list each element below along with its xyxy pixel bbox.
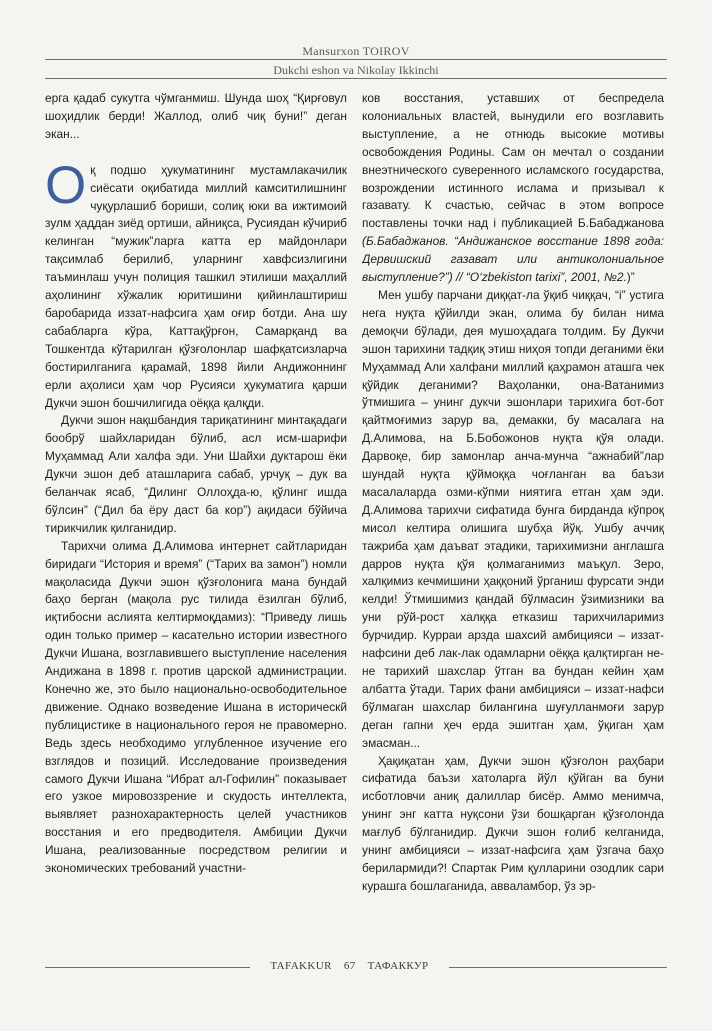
paragraph: ерга қадаб сукутга чўмганмиш. Шунда шоҳ “Қирғовул шоҳидлик берди! Жаллод, олиб чиқ буни!” деган экан... bbox=[45, 91, 347, 141]
quote-close: )” bbox=[626, 270, 635, 285]
footer-label bbox=[257, 960, 442, 972]
paragraph: Дукчи эшон нақшбандия тариқатининг минтақадаги бообрў шайхларидан бўлиб, асл исм-шарифи Муҳаммад Али халфа эди. Уни Шайхи дуктарош ёки Дукчи эшон деб аташларига сабаб, урчуқ – дук ва беланчак ясаб, “Дилинг Оллоҳда-ю, қўлинг ишда бўлсин” (“Дил ба ёру даст ба кор”) ақидаси бўйича тирикчилик қилганидир. bbox=[45, 413, 347, 535]
header-article-title: Dukchi eshon va Nikolay Ikkinchi bbox=[273, 63, 439, 77]
paragraph-text: ков восстания, уставших от беспредела колониальных властей, вынудили его возглавить выступление, а не отнюдь высокие мотивы освобождения Родины. Сам он мечтал о создании внеэтнического суверенного исламского государства, возрождении истинного ислама и призывал к газавату. К счастью, сейчас в этом вопросе поставлены точки над і публикацией Б.Бабаджанова bbox=[362, 91, 664, 231]
drop-cap: О bbox=[45, 155, 87, 215]
footer-rule-right bbox=[449, 967, 667, 968]
paragraph-gap bbox=[45, 144, 347, 162]
paragraph: Тарихчи олима Д.Алимова интернет сайтларидан биридаги “История и время” (“Тарих ва замон”) номли мақоласида Дукчи эшон қўзғолонига мана бундай баҳо берган (мақола рус тилида ёзилган бўлиб, иқтибосни аслията келтирмоқдамиз): “Приведу лишь один только пример – касательно истории известного Дукчи Ишана, возглавившего выступление населения Андижана в 1898 г. против царской администрации. Конечно же, это было национально-освободительное движение. Однако возведение Ишана в историческй публицистике в национального героя не правомерно. Ведь здесь необходимо углубленное изучение его взглядов и позиций. Исследование произведения самого Дукчи Ишана “Ибрат ал-Гофилин” показывает его узкое мировоззрение и скудость интеллекта, выявляет разнохарактерность целей участников восстания и его предводителя. Амбиции Дукчи Ишана, реализованные посредством религии и экономических требований участни- bbox=[45, 538, 347, 876]
footer-rule-left bbox=[45, 967, 250, 968]
header-rule-bottom bbox=[45, 78, 667, 79]
header-rule-top bbox=[45, 59, 667, 60]
page-footer bbox=[45, 960, 667, 974]
paragraph-text: қ подшо ҳукуматининг мустамлакачилик сиёсати оқибатида миллий камситилишнинг чуқурлашиб бориши, солиқ юки ва ижтимоий зулм ҳаддан зиёд ортиши, айниқса, Русиядан кўчириб келинган “мужик”ларга катта ер майдонлари тақсимлаб берилиб, уларнинг хавфсизлигини таъминлаш учун полиция ташкил этилиши маҳаллий аҳолининг хўжалик юритишини қийинлаштириш баробарида иззат-нафсига ҳам оғир ботди. Ана шу сабабларга кўра, Каттақўрғон, Самарқанд ва Тошкентда кўтарилган қўзғолонлар шафқатсизларча бостирилганига қарамай, 1898 йили Андижоннинг ерли аҳолиси ҳам чор Русияси ҳукуматига қарши Дукчи эшон бошчилигида оёққа қалқди. bbox=[45, 162, 347, 410]
paragraph-with-dropcap bbox=[45, 155, 347, 413]
paragraph: Мен ушбу парчани диққат-ла ўқиб чиққач, “і” устига нега нуқта қўйилди экан, олима бу билан нима демоқчи бўлади, дея мушоҳадага толдим. Бу Дукчи эшон тарихини тадқиқ этиш ниҳоя топди деганими ёки Муҳаммад Али халфани миллий қаҳрамон аташга чек қўйдик деганими? Ваҳоланки, она-Ватанимиз ўтмишига – унинг дукчи эшонлари тарихига бот-бот қайтмоғимиз зарур ва, демакки, бу масалага на Д.Алимова, на Б.Бобожонов нуқта қўя олади. Дарвоқе, бир замонлар анча-мунча “ажнабий”лар шундай нуқта қўймоққа чоғланган ва баъзи масалаларда озми-кўпми ниятига етган ҳам эди. Д.Алимова тарихчи сифатида бунга бирданда кўпроқ мисол келтира олишига шубҳа йўқ. Ушбу аччиқ тажриба ҳам даъват этадики, тарихимизни англашга дарров нуқта қўя қолмаганимиз маъқул. Зеро, халқимиз кечмишини ҳаққоний ўрганиш фурсати энди келди! Ўтмишимиз қандай бўлмасин ўзимизники ва уни рўй-рост халққа етказиш тарихчиларимиз бурчидир. Курраи арзда шахсий амбицияси – иззат-нафсини деб лак-лак одамларни оёққа қалқтирган не-не тарихий шахслар ўтган ва бундан кейин ҳам албатта ўтади. Тарих фани амбицияси – иззат-нафси бўлмаган шахслар билангина шуғулланмоғи зарур деган гапни ҳеч ерда эшитган ҳам, ўқиган ҳам эмасман... bbox=[362, 287, 664, 750]
page-number: 67 bbox=[343, 960, 356, 972]
paragraph bbox=[362, 90, 664, 287]
journal-name-latin: TAFAKKUR bbox=[270, 960, 332, 972]
left-column bbox=[45, 90, 347, 942]
right-column bbox=[362, 90, 664, 942]
paragraph: Ҳақиқатан ҳам, Дукчи эшон қўзғолон раҳбари сифатида баъзи хатоларга йўл қўйган ва буни исботловчи аниқ далиллар бисёр. Аммо менимча, унинг энг катта нуқсони ўзи бошқарган қўзғолонда мағлуб бўлганидир. Дукчи эшон ғолиб келганида, унинг амбицияси – иззат-нафсига ҳам ўзгача баҳо берилармиди?! Спартак Рим қулларини озодлик сари курашга бошлаганида, авваламбор, ўз эр- bbox=[362, 753, 664, 893]
citation: (Б.Бабаджанов. “Андижанское восстание 1898 года: Дервишский газават или антиколониальное выступление?”) // “O‘zbekiston tarixi”, 2001, №2. bbox=[362, 234, 664, 285]
journal-name-cyrillic: ТАФАККУР bbox=[367, 960, 429, 972]
header-author: Mansurxon TOIROV bbox=[302, 44, 410, 58]
